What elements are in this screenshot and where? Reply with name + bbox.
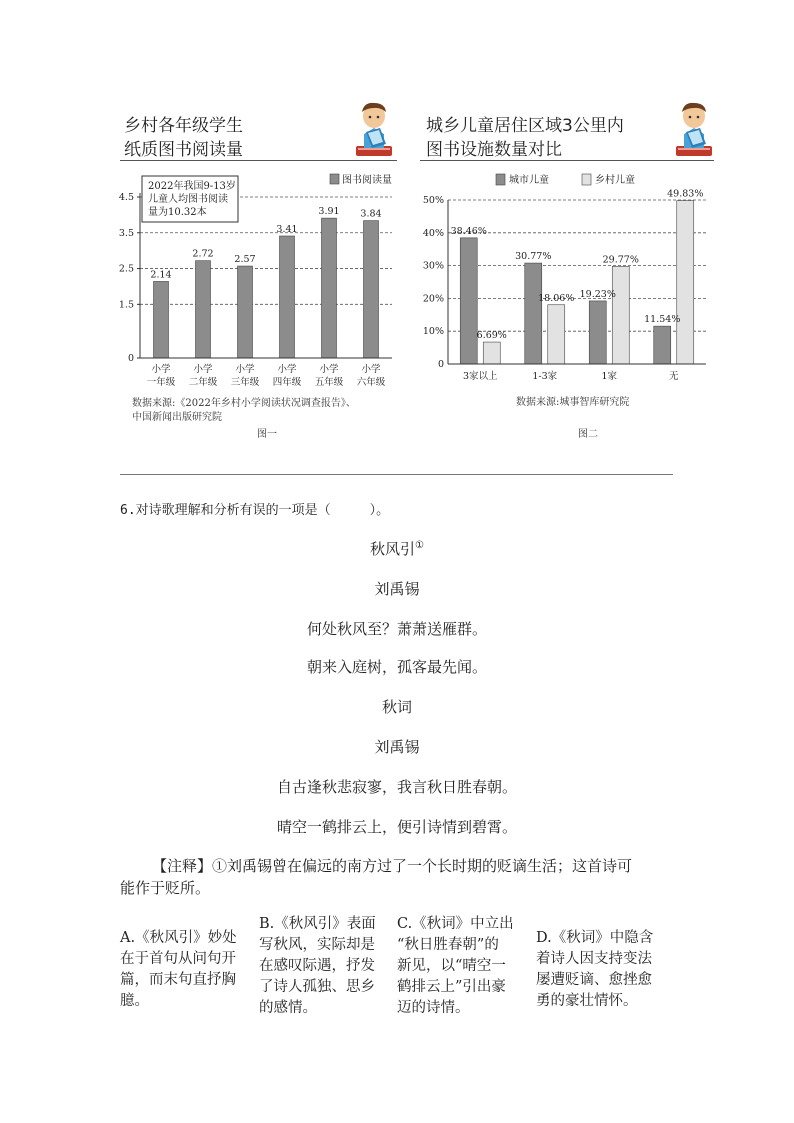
chart1-xtick-label: 小学 [151,364,171,375]
poem1-author: 刘禹锡 [374,580,420,598]
chart1-xtick-label: 二年级 [188,377,218,388]
chart1-bar [280,236,295,358]
chart1-ytick-label: 1.5 [118,299,134,311]
chart2-data-label: 11.54% [644,314,681,326]
annotation [120,855,680,899]
chart1-data-label: 2.72 [192,248,214,260]
section-divider [120,474,673,475]
annotation-line1: 【注释】①刘禹锡曾在偏远的南方过了一个长时期的贬谪生活；这首诗可 [152,857,633,875]
chart2-title-rule [420,160,714,161]
chart1-xtick-label: 小学 [319,364,339,375]
chart2-bar [548,305,565,364]
option-a-line: 臆。 [120,993,149,1009]
chart1-ytick-label: 2.5 [118,263,134,275]
chart1-title-line1: 乡村各年级学生 [124,116,243,136]
poem1-title-row [0,538,794,559]
poem2-author: 刘禹锡 [374,738,420,756]
poem2-title: 秋词 [381,698,412,716]
poem2-line1: 自古逢秋悲寂寥，我言秋日胜春朝。 [276,778,517,796]
chart2-ytick-label: 10% [422,326,444,338]
option-b-line: B.《秋风引》表面 [259,916,376,932]
chart1-data-label: 3.41 [276,223,298,235]
option-c-line: 鹤排云上”引出豪 [397,979,506,995]
chart1-bar-chart [110,164,400,394]
chart2-title [426,114,624,162]
chart1-title [124,114,243,162]
chart2-data-label: 30.77% [515,251,552,263]
chart1-xtick-label: 一年级 [146,377,176,388]
chart1-xtick-label: 四年级 [272,377,302,388]
annotation-line2: 能作于贬所。 [120,879,211,897]
option-d-line: D.《秋词》中隐含 [536,930,654,946]
chart1-xtick-label: 五年级 [314,377,344,388]
chart2-data-label: 38.46% [450,225,487,237]
chart1-xtick-label: 小学 [235,364,255,375]
chart2-data-label: 19.23% [579,288,616,300]
chart1-legend-label: 图书阅读量 [342,175,392,186]
option-c-line: “秋日胜春朝”的 [397,937,499,953]
poem2-line2: 晴空一鹤排云上，便引诗情到碧霄。 [276,818,517,836]
option-d-line: 着诗人因支持变法 [536,951,652,967]
chart2-legend-swatch-rural [582,174,591,185]
chart2-legend-label-city: 城市儿童 [509,175,549,186]
chart2-data-label: 18.06% [538,292,575,304]
chart1-xtick-label: 小学 [361,364,381,375]
chart1-bar [322,218,337,358]
poem1-title: 秋风引 [370,540,416,558]
chart1-legend-swatch [330,174,339,184]
option-b[interactable] [259,914,391,1019]
chart1-data-label: 3.84 [360,208,382,220]
chart2-xtick-label: 3家以上 [462,371,498,382]
chart1-title-line2: 纸质图书阅读量 [124,140,243,160]
chart1-callout-line2: 儿童人均图书阅读 [148,194,228,205]
option-a-line: 在于首句从问句开 [120,951,236,967]
chart2-ytick-label: 0 [437,359,444,370]
chart1-data-label: 2.14 [150,269,172,281]
poem1-line2: 朝来入庭树，孤客最先闻。 [306,658,487,676]
chart2-legend-label-rural: 乡村儿童 [595,175,635,186]
poem1-footnote-mark: ① [415,540,424,551]
question-stem: 6.对诗歌理解和分析有误的一项是（ ）。 [120,503,390,518]
option-d[interactable] [536,928,668,1012]
poem1-line1: 何处秋风至？萧萧送雁群。 [306,620,487,638]
chart1-xtick-label: 小学 [277,364,297,375]
chart2-title-line2: 图书设施数量对比 [426,140,562,160]
chart2-ytick-label: 30% [422,260,444,272]
chart2-data-label: 29.77% [602,254,639,266]
option-c-line: C.《秋词》中立出 [397,916,514,932]
chart1-xtick-label: 三年级 [230,377,260,388]
reading-boy-illustration [350,100,398,160]
chart2-bar-chart [410,164,720,384]
chart1-callout-line1: 2022年我国9-13岁 [148,181,236,192]
chart2-legend-swatch-city [496,174,505,185]
chart1-bar [196,261,211,358]
chart1-ytick-label: 0 [127,353,134,364]
option-a[interactable] [120,928,252,1012]
chart1-data-label: 3.91 [318,206,340,218]
chart1-ytick-label: 4.5 [118,192,134,203]
chart2-data-label: 49.83% [667,188,704,200]
chart2-ytick-label: 50% [422,195,444,206]
chart1-source-line1: 数据来源:《2022年乡村小学阅读状况调查报告》、 [132,398,356,409]
chart2-bar [589,301,606,364]
option-c-line: 迈的诗情。 [397,1000,470,1016]
chart2-title-line1: 城乡儿童居住区域3公里内 [426,116,624,136]
option-d-line: 勇的豪壮情怀。 [536,993,638,1009]
chart2-xtick-label: 无 [668,371,679,382]
chart2-bar [612,266,629,364]
option-a-line: A.《秋风引》妙处 [120,930,237,946]
option-c[interactable] [397,914,529,1019]
option-c-line: 新见，以“晴空一 [397,958,506,974]
chart1-title-rule [120,160,397,161]
option-b-line: 的感情。 [259,1000,317,1016]
chart2-bar [677,201,694,364]
chart1-ytick-label: 3.5 [118,227,134,239]
chart2-data-label: 6.69% [476,330,507,342]
chart1-caption: 图一 [257,429,277,440]
chart2-ytick-label: 20% [422,293,444,305]
chart1-data-label: 2.57 [234,254,256,266]
chart2-xtick-label: 1家 [601,371,618,382]
chart1-bar [238,266,253,358]
chart2-caption: 图二 [578,429,598,440]
chart2-ytick-label: 40% [422,227,444,239]
chart2-xtick-label: 1-3家 [532,371,558,382]
chart2-bar [483,342,500,364]
option-a-line: 篇，而末句直抒胸 [120,972,236,988]
chart2-bar [460,238,477,364]
chart2-bar [525,263,542,364]
chart1-bar [154,281,169,358]
chart1-bar [364,221,379,358]
reading-boy-illustration-2 [670,100,718,160]
chart1-xtick-label: 六年级 [356,377,386,388]
chart2-source: 数据来源:城事智库研究院 [516,397,630,408]
option-d-line: 屡遭贬谪、愈挫愈 [536,972,652,988]
chart1-callout-line3: 量为10.32本 [148,207,207,218]
option-b-line: 写秋风，实际却是 [259,937,375,953]
chart2-bar [654,326,671,364]
option-b-line: 在感叹际遇，抒发 [259,958,375,974]
option-b-line: 了诗人孤独、思乡 [259,979,375,995]
chart1-xtick-label: 小学 [193,364,213,375]
chart1-source-line2: 中国新闻出版研究院 [132,412,222,423]
